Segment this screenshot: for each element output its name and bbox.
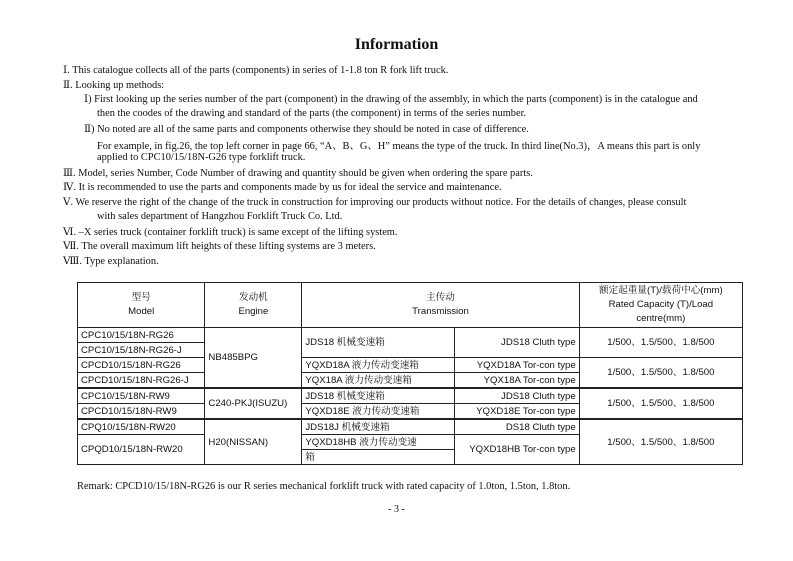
header-model: 型号 Model (78, 283, 205, 328)
transmission-en-cell: YQXD18E Tor-con type (455, 404, 580, 420)
page-title: Information (354, 36, 439, 53)
info-item-5-cont: with sales department of Hangzhou Forklift Truck Co. Ltd. (97, 211, 343, 222)
capacity-cell: 1/500、1.5/500、1.8/500 (579, 358, 742, 389)
info-item-2: Ⅱ. Looking up methods: (63, 80, 165, 91)
header-engine: 发动机 Engine (205, 283, 302, 328)
info-subitem-2: Ⅱ) No noted are all of the same parts and components otherwise they should be noted in case of difference. (84, 124, 529, 135)
info-item-8: Ⅷ. Type explanation. (63, 256, 159, 267)
header-transmission: 主传动 Transmission (302, 283, 579, 328)
table-row (78, 358, 743, 373)
header-capacity: 额定起重量(T)/载荷中心(mm) Rated Capacity (T)/Load centre(mm) (579, 283, 742, 328)
page-number: - 3 - (388, 504, 405, 515)
transmission-cn-cell: JDS18 机械变速箱 (302, 388, 455, 404)
model-cell: CPCD10/15/18N-RW9 (78, 404, 205, 420)
info-item-3: Ⅲ. Model, series Number, Code Number of drawing and quantity should be given when ordering the spare parts. (63, 168, 533, 179)
transmission-en-cell: JDS18 Cluth type (455, 328, 580, 358)
table-row (78, 419, 743, 435)
info-subitem-1-cont: then the coodes of the drawing and standard of the parts (the component) in terms of the series number. (97, 108, 527, 119)
table-header-row (78, 283, 743, 328)
transmission-cn-cell: YQXD18A 液力传动变速箱 (302, 358, 455, 373)
transmission-cn-cell: YQX18A 液力传动变速箱 (302, 373, 455, 389)
transmission-cn-cell: JDS18J 机械变速箱 (302, 419, 455, 435)
transmission-en-cell: JDS18 Cluth type (455, 388, 580, 404)
type-explanation-table (77, 282, 743, 465)
table-row (78, 388, 743, 404)
model-cell: CPQD10/15/18N-RW20 (78, 435, 205, 465)
transmission-cn-cell: 箱 (302, 450, 455, 465)
info-example-cont: applied to CPC10/15/18N-G26 type forklift truck. (97, 152, 306, 163)
info-item-5: Ⅴ. We reserve the right of the change of the truck in construction for improving our products without notice. For the details of changes, please consult (63, 197, 687, 208)
info-item-1: Ⅰ. This catalogue collects all of the parts (components) in series of 1-1.8 ton R fork lift truck. (63, 65, 449, 76)
model-cell: CPC10/15/18N-RG26 (78, 328, 205, 343)
table-row (78, 328, 743, 343)
info-example: For example, in fig.26, the top left corner in page 66, “A、B、G、H” means the type of the truck. In third line(No.3)，A means this part is only (97, 141, 701, 152)
transmission-en-cell: YQXD18A Tor-con type (455, 358, 580, 373)
engine-cell: H20(NISSAN) (205, 419, 302, 465)
transmission-en-cell: DS18 Cluth type (455, 419, 580, 435)
capacity-cell: 1/500、1.5/500、1.8/500 (579, 328, 742, 358)
capacity-cell: 1/500、1.5/500、1.8/500 (579, 419, 742, 465)
capacity-cell: 1/500、1.5/500、1.8/500 (579, 388, 742, 419)
info-item-7: Ⅶ. The overall maximum lift heights of these lifting systems are 3 meters. (63, 241, 376, 252)
model-cell: CPC10/15/18N-RW9 (78, 388, 205, 404)
info-subitem-1: Ⅰ) First looking up the series number of the part (component) in the drawing of the assembly, in which the parts (component) is in the catalogue and (84, 94, 698, 105)
info-item-6: Ⅵ. –X series truck (container forklift truck) is same except of the lifting system. (63, 227, 398, 238)
transmission-cn-cell: YQXD18E 液力传动变速箱 (302, 404, 455, 420)
model-cell: CPCD10/15/18N-RG26-J (78, 373, 205, 389)
transmission-cn-cell: YQXD18HB 液力传动变速 (302, 435, 455, 450)
transmission-en-cell: YQXD18HB Tor-con type (455, 435, 580, 465)
info-item-4: Ⅳ. It is recommended to use the parts and components made by us for ideal the service and maintenance. (63, 182, 502, 193)
transmission-en-cell: YQX18A Tor-con type (455, 373, 580, 389)
transmission-cn-cell: JDS18 机械变速箱 (302, 328, 455, 358)
engine-cell: C240-PKJ(ISUZU) (205, 388, 302, 419)
model-cell: CPC10/15/18N-RG26-J (78, 343, 205, 358)
remark-text: Remark: CPCD10/15/18N-RG26 is our R series mechanical forklift truck with rated capacity of 1.0ton, 1.5ton, 1.8ton. (77, 481, 571, 492)
model-cell: CPQ10/15/18N-RW20 (78, 419, 205, 435)
engine-cell: NB485BPG (205, 328, 302, 389)
model-cell: CPCD10/15/18N-RG26 (78, 358, 205, 373)
